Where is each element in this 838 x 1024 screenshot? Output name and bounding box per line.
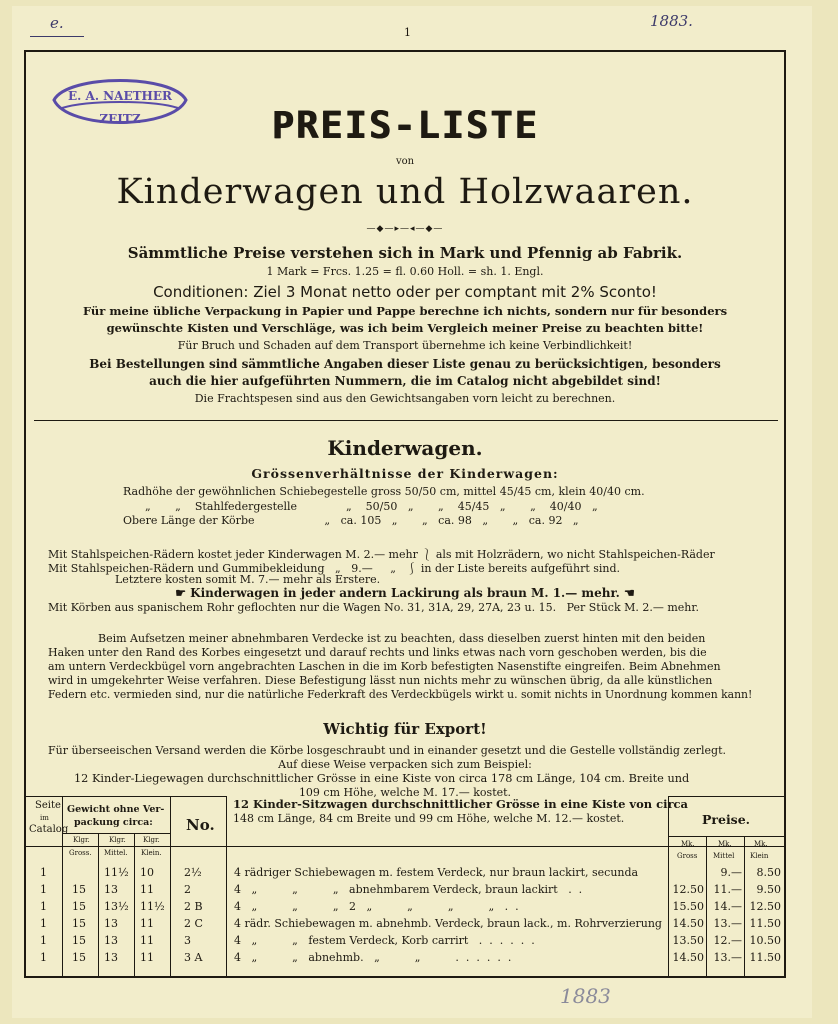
table-cell-gross: 15 [72,883,86,896]
table-header-rule [26,846,784,847]
th-seite: Seite [35,800,61,811]
handwritten-underline [30,36,84,37]
payment-conditions: Conditionen: Ziel 3 Monat netto oder per comptant mit 2% Sconto! [153,283,657,301]
col-rule-8 [744,836,745,976]
stamp-name: E. A. NAETHER [68,89,172,103]
lacquer-note: ☛ Kinderwagen in jeder andern Lackirung als braun M. 1.— mehr. ☚ [175,586,635,600]
page-number: 1 [404,26,411,39]
table-cell-mittel: 13 [104,883,118,896]
table-cell-seite: 1 [40,917,47,930]
table-cell-desc: 4 „ „ „ abnehmbarem Verdeck, braun lackirt . . [234,883,583,896]
table-cell-p-klein: 12.50 [749,900,781,913]
table-cell-klein: 11 [140,883,154,896]
spokes-line1: Mit Stahlspeichen-Rädern kostet jeder Kinderwagen M. 2.— mehr ⎱ als mit Holzrädern, wo nicht Stahlspeichen-Räder [48,548,715,561]
table-cell-seite: 1 [40,934,47,947]
handwritten-mark-top-left: e. [50,14,64,32]
table-cell-p-klein: 11.50 [749,917,781,930]
table-cell-klein: 11 [140,917,154,930]
table-cell-klein: 11½ [140,900,165,913]
th-klgr-3: Klgr. [143,836,160,844]
handwritten-year-top-right: 1883. [650,12,693,30]
orders-note-line2: auch die hier aufgeführten Nummern, die im Catalog nicht abgebildet sind! [149,374,661,388]
handwritten-year-bottom: 1883 [560,984,611,1008]
table-subheader-rule [62,833,170,834]
table-cell-seite: 1 [40,951,47,964]
spokes-line3: Letztere kosten somit M. 7.— mehr als Erstere. [115,573,381,586]
table-cell-p-mittel: 13.— [713,951,742,964]
table-cell-no: 2 [184,883,191,896]
table-cell-seite: 1 [40,866,47,879]
table-cell-mittel: 13½ [104,900,129,913]
breakage-note: Für Bruch und Schaden auf dem Transport übernehme ich keine Verbindlichkeit! [177,339,633,352]
table-cell-no: 2 C [184,917,203,930]
table-cell-p-gross: 13.50 [672,934,704,947]
table-cell-no: 2 B [184,900,203,913]
th-price-gross: Gross [677,852,698,860]
table-cell-seite: 1 [40,900,47,913]
currency-conversion: 1 Mark = Frcs. 1.25 = fl. 0.60 Holl. = sh. 1. Engl. [266,265,544,278]
th-gewicht-2: packung circa: [74,817,153,828]
table-cell-desc: 4 „ „ „ 2 „ „ „ „ . . [234,900,519,913]
table-cell-mittel: 13 [104,951,118,964]
table-price-subheader-rule [668,836,784,837]
packing-note-line1: Für meine übliche Verpackung in Papier und Pappe berechne ich nichts, sondern nur für besonders [82,304,728,318]
ornament-divider: —◆—▸—◂—◆— [366,224,444,234]
th-im: im [40,814,49,822]
table-cell-desc: 4 rädr. Schiebewagen m. abnehmb. Verdeck, braun lack., m. Rohrverzierung [234,917,662,930]
th-klein: Klein. [141,849,162,857]
stamp-city: ZEITZ [99,112,141,126]
verdeck-line3: am untern Verdeckbügel vorn angebrachten Laschen in die im Korb befestigten Nasenstifte eingreifen. Beim Abnehmen [48,660,721,673]
table-cell-p-mittel: 11.— [713,883,742,896]
rohr-note: Mit Körben aus spanischem Rohr geflochten nur die Wagen No. 31, 31A, 29, 27A, 23 u. 15. Per Stück M. 2.— mehr. [48,601,699,614]
table-cell-p-mittel: 14.— [713,900,742,913]
table-top-rule-left [26,796,226,797]
table-cell-desc: 4 „ „ festem Verdeck, Korb carrirt . . . . . . [234,934,535,947]
table-cell-p-gross: 14.50 [672,917,704,930]
table-cell-gross: 15 [72,917,86,930]
table-cell-mittel: 13 [104,917,118,930]
table-cell-p-gross: 15.50 [672,900,704,913]
table-cell-gross: 15 [72,900,86,913]
sizes-row-baskets: Obere Länge der Körbe „ ca. 105 „ „ ca. 98 „ „ ca. 92 „ [123,514,579,527]
col-rule-4 [170,796,171,976]
sitzwagen-line2: 148 cm Länge, 84 cm Breite und 99 cm Höhe, welche M. 12.— kostet. [233,812,625,825]
table-cell-p-klein: 11.50 [749,951,781,964]
th-mk-3: Mk. [754,840,768,848]
table-cell-p-mittel: 12.— [713,934,742,947]
verdeck-line4: wird in umgekehrter Weise verfahren. Diese Befestigung lässt nun nichts mehr zu wünschen übrig, da alle künstlichen [48,674,713,687]
table-cell-mittel: 13 [104,934,118,947]
table-cell-no: 2½ [184,866,202,879]
export-line3: 12 Kinder-Liegewagen durchschnittlicher Grösse in eine Kiste von circa 178 cm Länge, 104 cm. Breite und [74,772,690,785]
table-cell-klein: 11 [140,951,154,964]
table-cell-gross: 15 [72,934,86,947]
packing-note-line2: gewünschte Kisten und Verschläge, was ich beim Vergleich meiner Preise zu beachten bitte! [106,321,704,335]
price-table [26,796,784,976]
th-klgr-2: Klgr. [109,836,126,844]
verdeck-line1: Beim Aufsetzen meiner abnehmbaren Verdecke ist zu beachten, dass dieselben zuerst hinten mit den beiden [98,632,706,645]
col-rule-7 [706,836,707,976]
table-cell-no: 3 A [184,951,203,964]
table-cell-no: 3 [184,934,191,947]
sizes-row-wheels: Radhöhe der gewöhnlichen Schiebegestelle gross 50/50 cm, mittel 45/45 cm, klein 40/40 cm. [123,485,645,498]
table-cell-p-mittel: 9.— [720,866,742,879]
table-cell-klein: 11 [140,934,154,947]
col-rule-2 [98,833,99,976]
table-cell-p-gross: 14.50 [672,951,704,964]
th-gewicht-1: Gewicht ohne Ver- [67,804,165,815]
document-subtitle: Kinderwagen und Holzwaaren. [116,172,694,212]
export-line1: Für überseeischen Versand werden die Körbe losgeschraubt und in einander gesetzt und die Gestelle vollständig zerlegt. [48,744,726,757]
table-cell-p-klein: 8.50 [756,866,781,879]
th-no: No. [186,816,215,834]
verdeck-line5: Federn etc. vermieden sind, nur die natürliche Federkraft des Verdeckbügels wirkt u. somit nichts in Unordnung kommen kann! [48,688,753,701]
th-price-mittel: Mittel [713,852,735,860]
th-klgr-1: Klgr. [73,836,90,844]
section-divider [34,420,778,421]
export-line4: 109 cm Höhe, welche M. 17.— kostet. [298,786,512,799]
orders-note-line1: Bei Bestellungen sind sämmtliche Angaben dieser Liste genau zu berücksichtigen, besonders [89,357,721,371]
table-cell-p-mittel: 13.— [713,917,742,930]
col-rule-3 [134,833,135,976]
th-preise: Preise. [702,812,751,827]
verdeck-line2: Haken unter den Rand des Korbes eingesetzt und darauf rechts und links etwas nach vorn geschoben werden, bis die [48,646,707,659]
title-von: von [395,156,415,167]
table-cell-seite: 1 [40,883,47,896]
th-catalog: Catalog [29,824,69,835]
table-cell-mittel: 11½ [104,866,129,879]
export-line2: Auf diese Weise verpacken sich zum Beispiel: [278,758,532,771]
table-cell-p-klein: 10.50 [749,934,781,947]
table-cell-desc: 4 „ „ abnehmb. „ „ . . . . . . [234,951,512,964]
sitzwagen-line1: 12 Kinder-Sitzwagen durchschnittlicher Grösse in eine Kiste von circa [233,797,688,811]
table-cell-klein: 10 [140,866,154,879]
kinderwagen-heading: Kinderwagen. [327,436,483,460]
sizes-heading: Grössenverhältnisse der Kinderwagen: [251,466,559,481]
th-mk-1: Mk. [681,840,695,848]
sizes-row-springs: „ „ Stahlfedergestelle „ 50/50 „ „ 45/45 „ „ 40/40 „ [145,500,598,513]
th-gross: Gross. [69,849,92,857]
col-rule-1 [62,796,63,976]
th-price-klein: Klein [750,852,769,860]
table-cell-desc: 4 rädriger Schiebewagen m. festem Verdeck, nur braun lackirt, secunda [234,866,639,879]
freight-note: Die Frachtspesen sind aus den Gewichtsangaben vorn leicht zu berechnen. [194,392,616,405]
table-cell-p-klein: 9.50 [756,883,781,896]
export-heading: Wichtig für Export! [323,720,487,738]
th-mittel: Mittel. [104,849,128,857]
table-cell-p-gross: 12.50 [672,883,704,896]
col-rule-5 [226,796,227,976]
prices-note: Sämmtliche Preise verstehen sich in Mark und Pfennig ab Fabrik. [127,244,683,262]
table-cell-gross: 15 [72,951,86,964]
document-title: PREIS-LISTE [271,104,539,147]
col-rule-6 [668,796,669,976]
th-mk-2: Mk. [718,840,732,848]
spokes-line2: Mit Stahlspeichen-Rädern und Gummibekleidung „ 9.— „ ⎰ in der Liste bereits aufgeführt sind. [48,562,621,575]
